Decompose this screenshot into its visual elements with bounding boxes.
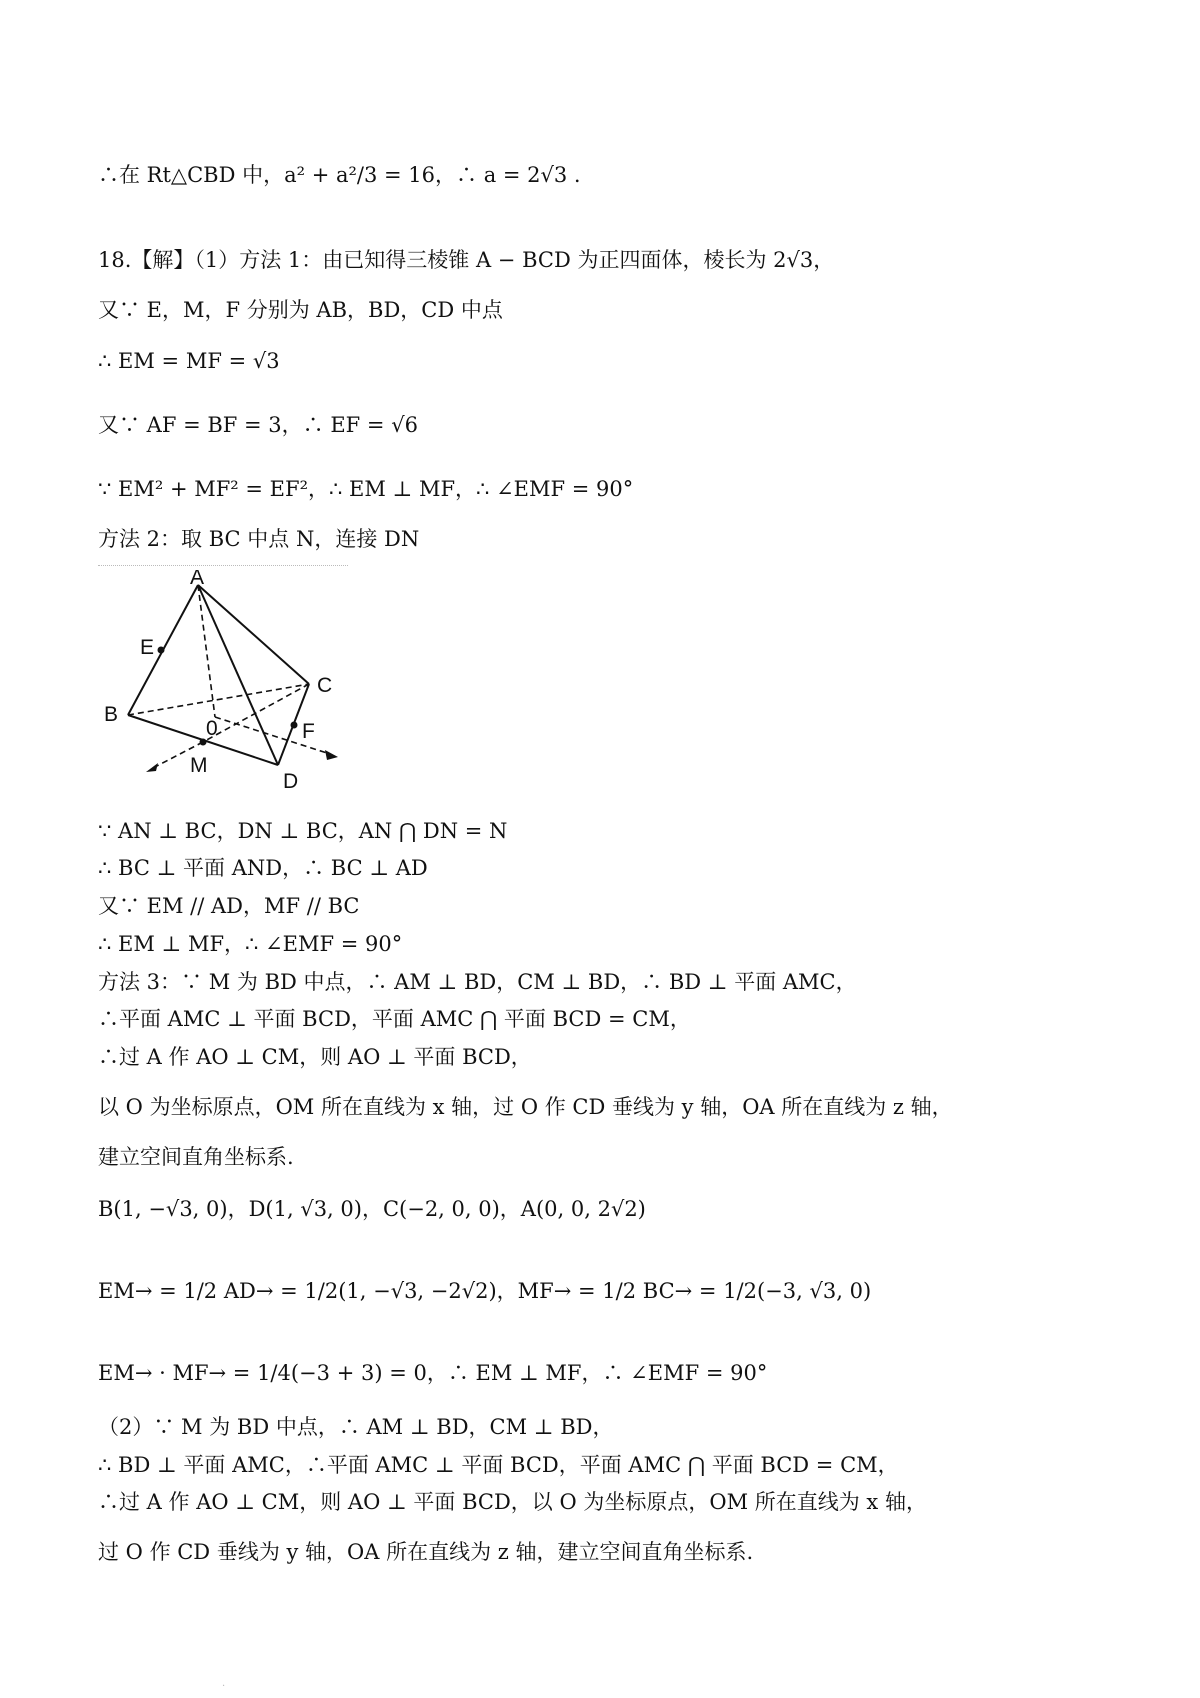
label-C: C xyxy=(317,674,333,697)
solution-line-6: ∵ EM² + MF² = EF²，∴ EM ⊥ MF，∴ ∠EMF = 90° xyxy=(98,477,634,501)
method-2-line-2: ∴ BC ⊥ 平面 AND，∴ BC ⊥ AD xyxy=(98,856,428,880)
point-E xyxy=(158,647,165,654)
vector-line-1: EM→ = 1/2 AD→ = 1/2(1, −√3, −2√2)，MF→ = 1/2 BC→ = 1/2(−3, √3, 0) xyxy=(98,1279,872,1303)
part-2-heading: （2）∵ M 为 BD 中点，∴ AM ⊥ BD，CM ⊥ BD， xyxy=(98,1415,614,1439)
label-O: 0 xyxy=(206,717,218,740)
y-axis-arrowhead xyxy=(325,750,338,760)
method-3-heading: 方法 3：∵ M 为 BD 中点，∴ AM ⊥ BD，CM ⊥ BD，∴ BD ⊥ 平面 AMC， xyxy=(98,970,857,994)
method-2-heading: 方法 2：取 BC 中点 N，连接 DN xyxy=(98,527,420,551)
separator-dotted xyxy=(98,565,348,566)
solution-line-3: 又∵ E，M，F 分别为 AB，BD，CD 中点 xyxy=(98,298,503,322)
method-3-line-4: 以 O 为坐标原点，OM 所在直线为 x 轴，过 O 作 CD 垂线为 y 轴，OA 所在直线为 z 轴， xyxy=(98,1095,953,1119)
part-2-line-4: 过 O 作 CD 垂线为 y 轴，OA 所在直线为 z 轴，建立空间直角坐标系. xyxy=(98,1540,754,1564)
method-2-line-3: 又∵ EM // AD，MF // BC xyxy=(98,894,360,918)
part-2-line-2: ∴ BD ⊥ 平面 AMC，∴平面 AMC ⊥ 平面 BCD，平面 AMC ⋂ 平面 BCD = CM， xyxy=(98,1453,899,1477)
vector-line-2: EM→ · MF→ = 1/4(−3 + 3) = 0，∴ EM ⊥ MF，∴ ∠EMF = 90° xyxy=(98,1361,768,1385)
point-F xyxy=(291,722,298,729)
x-axis-arrowhead xyxy=(146,763,158,772)
method-2-line-1: ∵ AN ⊥ BC，DN ⊥ BC，AN ⋂ DN = N xyxy=(98,819,508,843)
method-3-line-3: ∴过 A 作 AO ⊥ CM，则 AO ⊥ 平面 BCD， xyxy=(98,1045,532,1069)
label-M: M xyxy=(190,754,208,777)
footer-mark: · xyxy=(222,1681,226,1692)
problem-18-heading: 18.【解】（1）方法 1：由已知得三棱锥 A − BCD 为正四面体，棱长为 2√3， xyxy=(98,248,835,272)
tetrahedron-figure xyxy=(98,570,358,790)
label-F: F xyxy=(302,720,315,743)
solution-line-5: 又∵ AF = BF = 3，∴ EF = √6 xyxy=(98,413,418,437)
solution-line-1: ∴在 Rt△CBD 中，a² + a²/3 = 16，∴ a = 2√3 . xyxy=(98,163,581,187)
label-E: E xyxy=(140,636,155,659)
method-2-line-4: ∴ EM ⊥ MF，∴ ∠EMF = 90° xyxy=(98,932,403,956)
label-D: D xyxy=(283,770,299,790)
part-2-line-3: ∴过 A 作 AO ⊥ CM，则 AO ⊥ 平面 BCD，以 O 为坐标原点，OM 所在直线为 x 轴， xyxy=(98,1490,927,1514)
method-3-line-5: 建立空间直角坐标系. xyxy=(98,1145,294,1169)
method-3-line-2: ∴平面 AMC ⊥ 平面 BCD，平面 AMC ⋂ 平面 BCD = CM， xyxy=(98,1007,691,1031)
solution-line-4: ∴ EM = MF = √3 xyxy=(98,349,280,373)
label-B: B xyxy=(104,703,119,726)
coordinates-line: B(1, −√3, 0)，D(1, √3, 0)，C(−2, 0, 0)，A(0, 0, 2√2) xyxy=(98,1197,646,1221)
label-A: A xyxy=(190,570,205,589)
